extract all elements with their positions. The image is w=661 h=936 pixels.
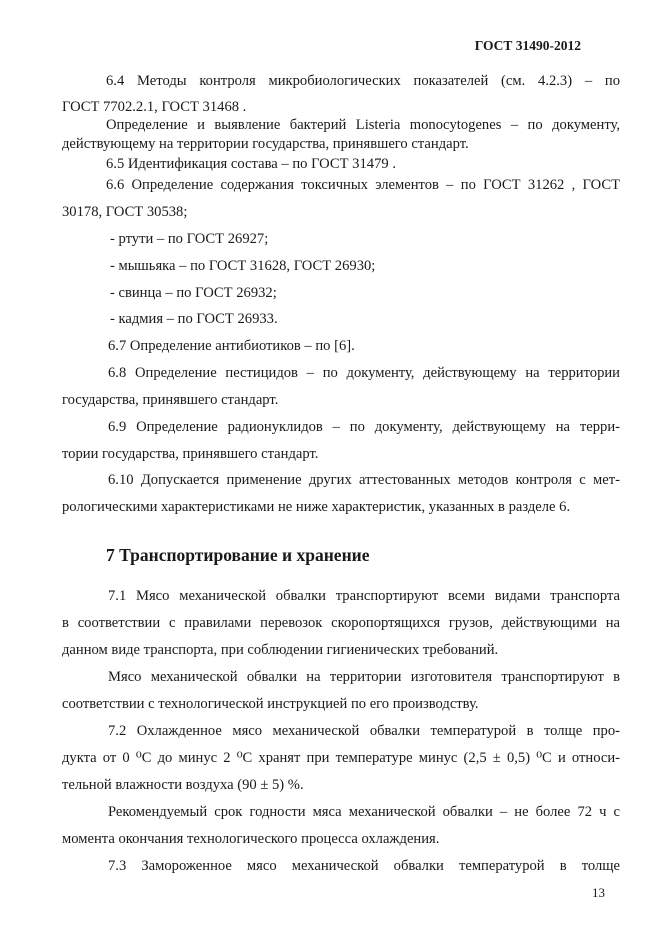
text-line: действующему на территории государства, принявшего стандарт. <box>62 136 469 152</box>
text-line: соответствии с технологической инструкцией по его производству. <box>62 696 479 712</box>
text-line: в соответствии с правилами перевозок скоропортящихся грузов, действующими на <box>62 615 620 631</box>
text-line: - ртути – по ГОСТ 26927; <box>110 231 269 247</box>
text-line: дукта от 0 ⁰С до минус 2 ⁰С хранят при температуре минус (2,5 ± 0,5) ⁰С и относи- <box>62 750 620 766</box>
text-line: 7.1 Мясо механической обвалки транспортируют всеми видами транспорта <box>108 588 620 604</box>
text-line: 6.8 Определение пестицидов – по документу, действующему на территории <box>108 365 620 381</box>
text-line: данном виде транспорта, при соблюдении гигиенических требований. <box>62 642 499 658</box>
text-line: ГОСТ 7702.2.1, ГОСТ 31468 . <box>62 99 247 115</box>
page-number: 13 <box>592 885 605 900</box>
text-line: тории государства, принявшего стандарт. <box>62 446 319 462</box>
text-line: государства, принявшего стандарт. <box>62 392 279 408</box>
text-line: 6.10 Допускается применение других аттестованных методов контроля с мет- <box>108 472 620 488</box>
section-heading: 7 Транспортирование и хранение <box>106 545 370 565</box>
text-line: 30178, ГОСТ 30538; <box>62 204 188 220</box>
text-line: тельной влажности воздуха (90 ± 5) %. <box>62 777 304 793</box>
text-line: - свинца – по ГОСТ 26932; <box>110 285 277 301</box>
text-line: Определение и выявление бактерий Listeria monocytogenes – по документу, <box>106 117 620 133</box>
text-line: 6.4 Методы контроля микробиологических показателей (см. 4.2.3) – по <box>106 73 620 89</box>
text-line: рологическими характеристиками не ниже характеристик, указанных в разделе 6. <box>62 499 571 515</box>
text-line: 6.5 Идентификация состава – по ГОСТ 31479 . <box>106 156 396 172</box>
text-line: 6.6 Определение содержания токсичных элементов – по ГОСТ 31262 , ГОСТ <box>106 177 620 193</box>
text-line: 7.3 Замороженное мясо механической обвалки температурой в толще <box>108 858 620 874</box>
text-line: момента окончания технологического процесса охлаждения. <box>62 831 440 847</box>
text-line: 6.9 Определение радионуклидов – по документу, действующему на терри- <box>108 419 620 435</box>
text-line: - мышьяка – по ГОСТ 31628, ГОСТ 26930; <box>110 258 376 274</box>
text-line: Мясо механической обвалки на территории изготовителя транспортируют в <box>108 669 620 685</box>
text-line: 6.7 Определение антибиотиков – по [6]. <box>108 338 355 354</box>
text-line: 7.2 Охлажденное мясо механической обвалки температурой в толще про- <box>108 723 620 739</box>
text-line: Рекомендуемый срок годности мяса механической обвалки – не более 72 ч с <box>108 804 620 820</box>
text-line: - кадмия – по ГОСТ 26933. <box>110 311 278 327</box>
document-code: ГОСТ 31490-2012 <box>474 38 581 53</box>
